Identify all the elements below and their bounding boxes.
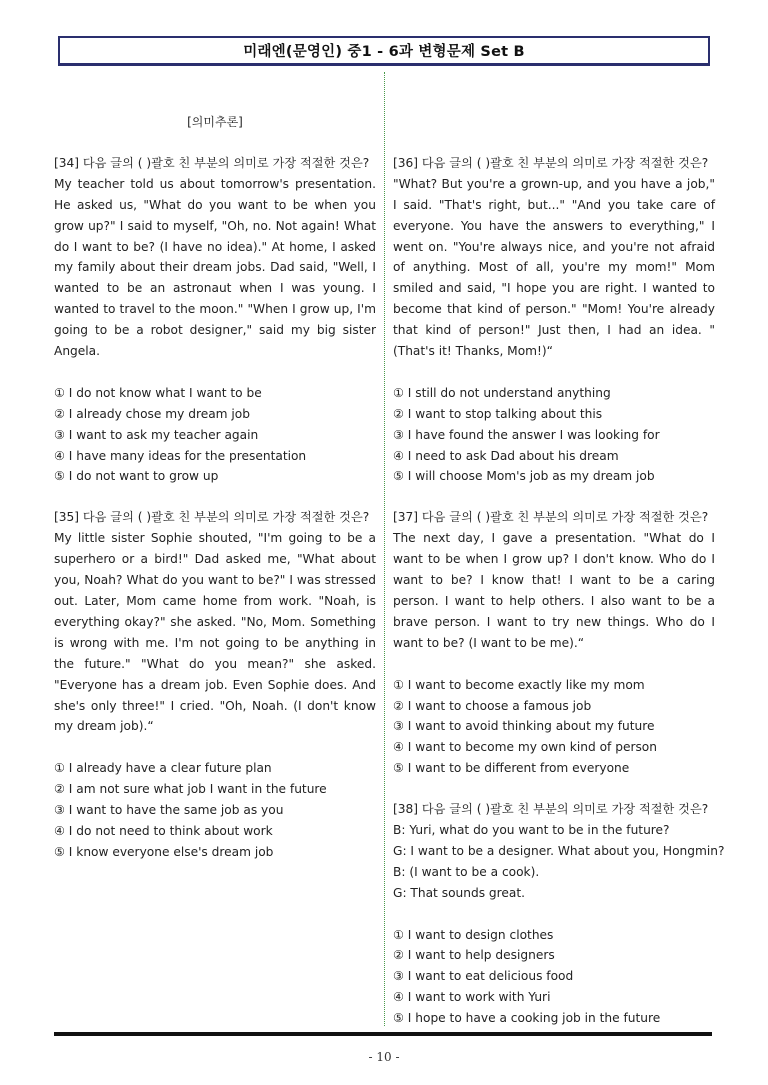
page-number: - 10 - [368, 1050, 400, 1064]
left-questions [54, 153, 376, 863]
question-block [393, 153, 715, 487]
answer-choice: ② I want to choose a famous job [393, 698, 592, 713]
page-title: 미래엔(문영인) 중1 - 6과 변형문제 Set B [243, 44, 525, 60]
question-passage: My little sister Sophie shouted, "I'm going to be a superhero or a bird!" Dad asked me, "What about you, Noah? What do you want to be?" I was stressed out. Later, Mom came home from work. "Noah, is everything okay?" she asked. "No, Mom. Something is wrong with me. I'm not going to be anything in the future." "What do you mean?" she asked. "Everyone has a dream job. Even Sophie does. And she's only three!" I cried. "Oh, Noah. (I don't know my dream job).“ [54, 531, 376, 734]
question-passage: My teacher told us about tomorrow's presentation. He asked us, "What do you want to be when you grow up?" I said to myself, "Oh, no. Not again! What do I want to be? (I have no idea)." At home, I asked my family about their dream jobs. Dad said, "Well, I wanted to be an astronaut when I was young. I wanted to travel to the moon." "When I grow up, I'm going to be a robot designer," said my big sister Angela. [54, 176, 376, 359]
title-box [58, 36, 710, 66]
answer-choice: ③ I want to ask my teacher again [54, 427, 259, 442]
right-column [393, 112, 725, 1049]
spacer [393, 362, 715, 383]
answer-choice: ③ I want to avoid thinking about my future [393, 719, 655, 734]
answer-choice: ④ I want to work with Yuri [393, 990, 551, 1005]
answer-choice: ① I do not know what I want to be [54, 385, 262, 400]
answer-choice: ① I still do not understand anything [393, 385, 611, 400]
dialogue-line: B: Yuri, what do you want to be in the future? [393, 823, 670, 838]
dialogue-line: B: (I want to be a cook). [393, 864, 540, 879]
question-header: [37] 다음 글의 ( )괄호 친 부분의 의미로 가장 적절한 것은? [393, 510, 709, 525]
answer-choice: ⑤ I know everyone else's dream job [54, 844, 274, 859]
bottom-rule [54, 1032, 712, 1036]
answer-choice: ⑤ I hope to have a cooking job in the future [393, 1011, 661, 1026]
dialogue-line: G: I want to be a designer. What about you, Hongmin? [393, 843, 725, 858]
spacer [393, 904, 715, 925]
answer-choice: ③ I want to have the same job as you [54, 803, 284, 818]
dialogue-line: G: That sounds great. [393, 885, 526, 900]
question-header: [35] 다음 글의 ( )괄호 친 부분의 의미로 가장 적절한 것은? [54, 510, 370, 525]
answer-choice: ④ I do not need to think about work [54, 823, 273, 838]
answer-choice: ② I already chose my dream job [54, 406, 250, 421]
spacer [393, 654, 715, 675]
question-header: [38] 다음 글의 ( )괄호 친 부분의 의미로 가장 적절한 것은? [393, 802, 709, 817]
answer-choice: ⑤ I do not want to grow up [54, 469, 219, 484]
answer-choice: ③ I have found the answer I was looking for [393, 427, 660, 442]
answer-choice: ④ I need to ask Dad about his dream [393, 448, 619, 463]
answer-choice: ⑤ I want to be different from everyone [393, 761, 630, 776]
section-label: [의미추론] [187, 115, 243, 129]
answer-choice: ① I already have a clear future plan [54, 761, 272, 776]
question-block [393, 507, 715, 779]
right-questions [393, 153, 725, 1029]
answer-choice: ③ I want to eat delicious food [393, 969, 574, 984]
question-block [393, 799, 725, 1029]
answer-choice: ② I am not sure what job I want in the future [54, 782, 327, 797]
answer-choice: ④ I want to become my own kind of person [393, 740, 657, 755]
answer-choice: ① I want to design clothes [393, 927, 554, 942]
question-header: [34] 다음 글의 ( )괄호 친 부분의 의미로 가장 적절한 것은? [54, 155, 370, 170]
answer-choice: ⑤ I will choose Mom's job as my dream job [393, 469, 655, 484]
question-passage: "What? But you're a grown-up, and you have a job," I said. "That's right, but..." "And you take care of everyone. You have the answers to everything," I went on. "You're always nice, and you're not afraid of anything. Most of all, you're my mom!" Mom smiled and said, "I hope you are right. I wanted to become that kind of person." "Mom! You're already that kind of person!" Just then, I had an idea. "(That's it! Thanks, Mom!)“ [393, 176, 715, 359]
spacer [54, 362, 376, 383]
answer-choice: ② I want to help designers [393, 948, 555, 963]
left-column [54, 112, 376, 883]
question-block [54, 153, 376, 487]
answer-choice: ④ I have many ideas for the presentation [54, 448, 307, 463]
spacer [54, 737, 376, 758]
question-block [54, 507, 376, 862]
answer-choice: ① I want to become exactly like my mom [393, 677, 645, 692]
answer-choice: ② I want to stop talking about this [393, 406, 603, 421]
question-passage: The next day, I gave a presentation. "What do I want to be when I grow up? I don't know. Who do I want to be? I know that! I want to be a caring person. I want to help others. I also want to be a brave person. I want to try new things. Who do I want to be? (I want to be me).“ [393, 531, 715, 650]
column-divider [384, 72, 385, 1026]
question-header: [36] 다음 글의 ( )괄호 친 부분의 의미로 가장 적절한 것은? [393, 155, 709, 170]
